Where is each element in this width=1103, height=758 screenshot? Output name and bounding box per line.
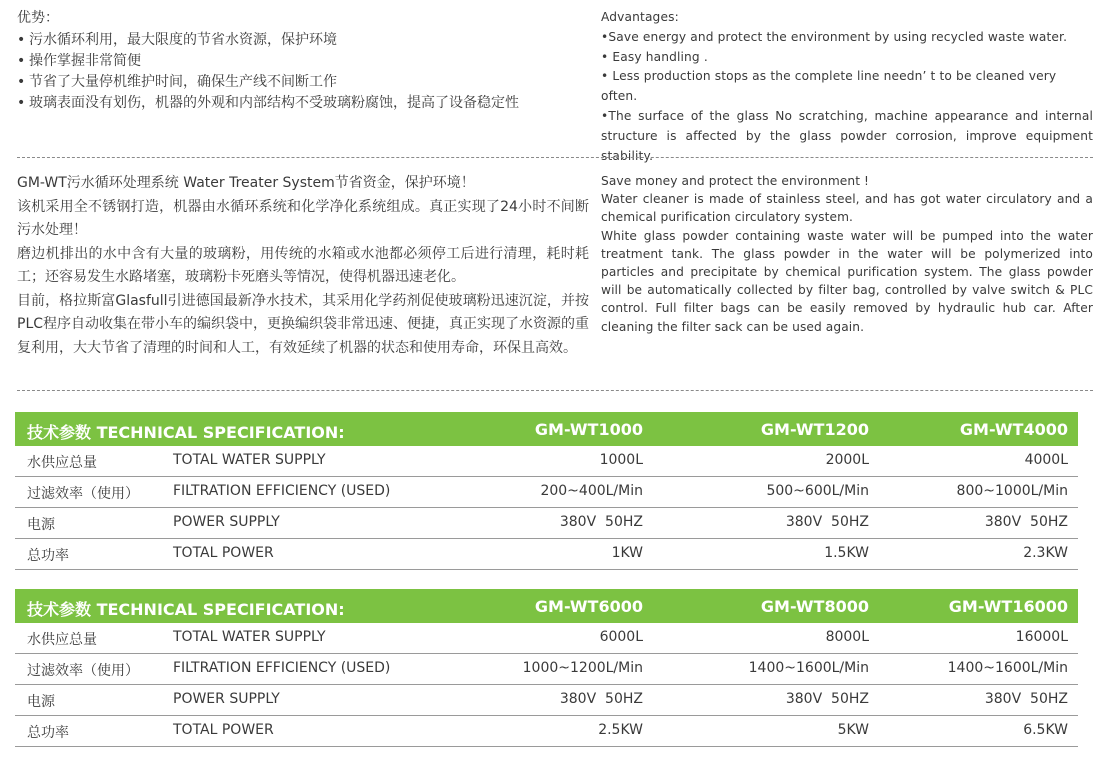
spec-table: [15, 412, 1078, 570]
param-value: 2.3KW: [1023, 545, 1068, 561]
param-cn: 水供应总量: [27, 455, 97, 471]
param-value: 1.5KW: [824, 545, 869, 561]
param-value: 8000L: [825, 629, 869, 645]
advantages-cn-item: • 操作掌握非常简便: [17, 51, 589, 72]
advantages-cn-item: • 节省了大量停机维护时间，确保生产线不间断工作: [17, 72, 589, 93]
model-name: GM-WT1000: [534, 420, 643, 439]
param-en: TOTAL POWER: [173, 545, 274, 561]
param-value: 5KW: [837, 722, 869, 738]
intro-en: [601, 172, 1093, 336]
param-value: 2000L: [825, 452, 869, 468]
param-value: 1000L: [599, 452, 643, 468]
spec-table-header: [15, 412, 1078, 446]
advantages-en-item: •The surface of the glass No scratching, machine appearance and internal structure is affected by the glass powder corrosion, improve equipment stability.: [601, 108, 1093, 163]
param-value: 800~1000L/Min: [956, 483, 1068, 499]
param-value: 6.5KW: [1023, 722, 1068, 738]
param-cn: 水供应总量: [27, 632, 97, 648]
param-value: 380V 50HZ: [984, 691, 1068, 707]
param-value: 16000L: [1015, 629, 1068, 645]
param-en: FILTRATION EFFICIENCY (USED): [173, 660, 391, 676]
intro-en-paragraph: Water cleaner is made of stainless steel, and has got water circulatory and a chemical purification circulatory system.: [601, 192, 1093, 225]
table-row: [15, 539, 1078, 570]
param-value: 380V 50HZ: [785, 514, 869, 530]
intro-cn: [17, 172, 589, 360]
advantages-cn: [17, 8, 589, 114]
bullet-icon: •: [17, 32, 26, 48]
table-row: [15, 654, 1078, 685]
param-cn: 过滤效率（使用）: [27, 486, 139, 502]
section-divider: [17, 390, 1093, 391]
table-row: [15, 685, 1078, 716]
section-divider: [17, 157, 1093, 158]
param-value: 1KW: [611, 545, 643, 561]
table-row: [15, 508, 1078, 539]
param-en: POWER SUPPLY: [173, 691, 280, 707]
bullet-icon: •: [601, 69, 609, 84]
table-row: [15, 446, 1078, 477]
advantages-en: [601, 8, 1093, 166]
bullet-icon: •: [17, 95, 26, 111]
param-en: TOTAL WATER SUPPLY: [173, 452, 326, 468]
intro-cn-paragraph: 磨边机排出的水中含有大量的玻璃粉，用传统的水箱或水池都必须停工后进行清理，耗时耗工；还容易发生水路堵塞，玻璃粉卡死磨头等情况，使得机器迅速老化。: [17, 245, 589, 285]
param-value: 200~400L/Min: [540, 483, 643, 499]
param-value: 6000L: [599, 629, 643, 645]
model-name: GM-WT8000: [760, 597, 869, 616]
table-row: [15, 477, 1078, 508]
table-row: [15, 716, 1078, 747]
param-value: 4000L: [1024, 452, 1068, 468]
param-cn: 电源: [27, 694, 55, 710]
bullet-icon: •: [17, 74, 26, 90]
param-value: 380V 50HZ: [559, 514, 643, 530]
model-name: GM-WT1200: [760, 420, 869, 439]
advantages-en-item: •Save energy and protect the environment by using recycled waste water.: [601, 29, 1068, 44]
bullet-icon: •: [601, 49, 609, 64]
advantages-en-item: • Easy handling .: [601, 49, 708, 64]
intro-cn-paragraph: 该机采用全不锈钢打造，机器由水循环系统和化学净化系统组成。真正实现了24小时不间断污水处理！: [17, 198, 589, 238]
intro-cn-paragraph: 目前，格拉斯富Glasfull引进德国最新净水技术，其采用化学药剂促使玻璃粉迅速沉淀，并按PLC程序自动收集在带小车的编织袋中，更换编织袋非常迅速、便捷，真正实现了水资源的重复利用，大大节省了清理的时间和人工，有效延续了机器的状态和使用寿命，环保且高效。: [17, 292, 590, 356]
advantages-cn-item: • 玻璃表面没有划伤，机器的外观和内部结构不受玻璃粉腐蚀，提高了设备稳定性: [17, 93, 589, 114]
advantages-cn-item: • 污水循环利用，最大限度的节省水资源，保护环境: [17, 30, 589, 51]
param-en: POWER SUPPLY: [173, 514, 280, 530]
bullet-icon: •: [17, 53, 26, 69]
param-cn: 总功率: [27, 548, 69, 564]
param-value: 1400~1600L/Min: [748, 660, 869, 676]
param-en: TOTAL POWER: [173, 722, 274, 738]
param-en: FILTRATION EFFICIENCY (USED): [173, 483, 391, 499]
param-en: TOTAL WATER SUPPLY: [173, 629, 326, 645]
param-cn: 总功率: [27, 725, 69, 741]
param-cn: 电源: [27, 517, 55, 533]
intro-en-paragraph: Save money and protect the environment !: [601, 174, 870, 188]
bullet-icon: •: [601, 29, 609, 44]
spec-table-header: [15, 589, 1078, 623]
bullet-icon: •: [601, 108, 609, 123]
param-value: 500~600L/Min: [766, 483, 869, 499]
param-value: 380V 50HZ: [559, 691, 643, 707]
advantages-cn-heading: 优势：: [17, 10, 59, 26]
intro-en-paragraph: White glass powder containing waste water will be pumped into the water treatment tank. The glass powder in the water will be polymerized into particles and precipitate by chemical purification system. The glass powder will be automatically collected by filter bag, controlled by valve switch & PLC control. Full filter bags can be easily removed by hydraulic hub car. After cleaning the filter sack can be used again.: [601, 228, 1093, 334]
param-value: 1000~1200L/Min: [522, 660, 643, 676]
table-row: [15, 623, 1078, 654]
advantages-en-item: • Less production stops as the complete line needn’ t to be cleaned very often.: [601, 69, 1057, 104]
param-value: 380V 50HZ: [984, 514, 1068, 530]
advantages-en-heading: Advantages:: [601, 10, 679, 24]
param-cn: 过滤效率（使用）: [27, 663, 139, 679]
model-name: GM-WT16000: [948, 597, 1068, 616]
spec-table-title: 技术参数 TECHNICAL SPECIFICATION:: [27, 600, 345, 619]
model-name: GM-WT4000: [959, 420, 1068, 439]
intro-cn-paragraph: GM-WT污水循环处理系统 Water Treater System节省资金，保护环境！: [17, 175, 475, 191]
spec-table: [15, 589, 1078, 747]
spec-table-title: 技术参数 TECHNICAL SPECIFICATION:: [27, 423, 345, 442]
param-value: 2.5KW: [598, 722, 643, 738]
param-value: 380V 50HZ: [785, 691, 869, 707]
model-name: GM-WT6000: [534, 597, 643, 616]
param-value: 1400~1600L/Min: [947, 660, 1068, 676]
